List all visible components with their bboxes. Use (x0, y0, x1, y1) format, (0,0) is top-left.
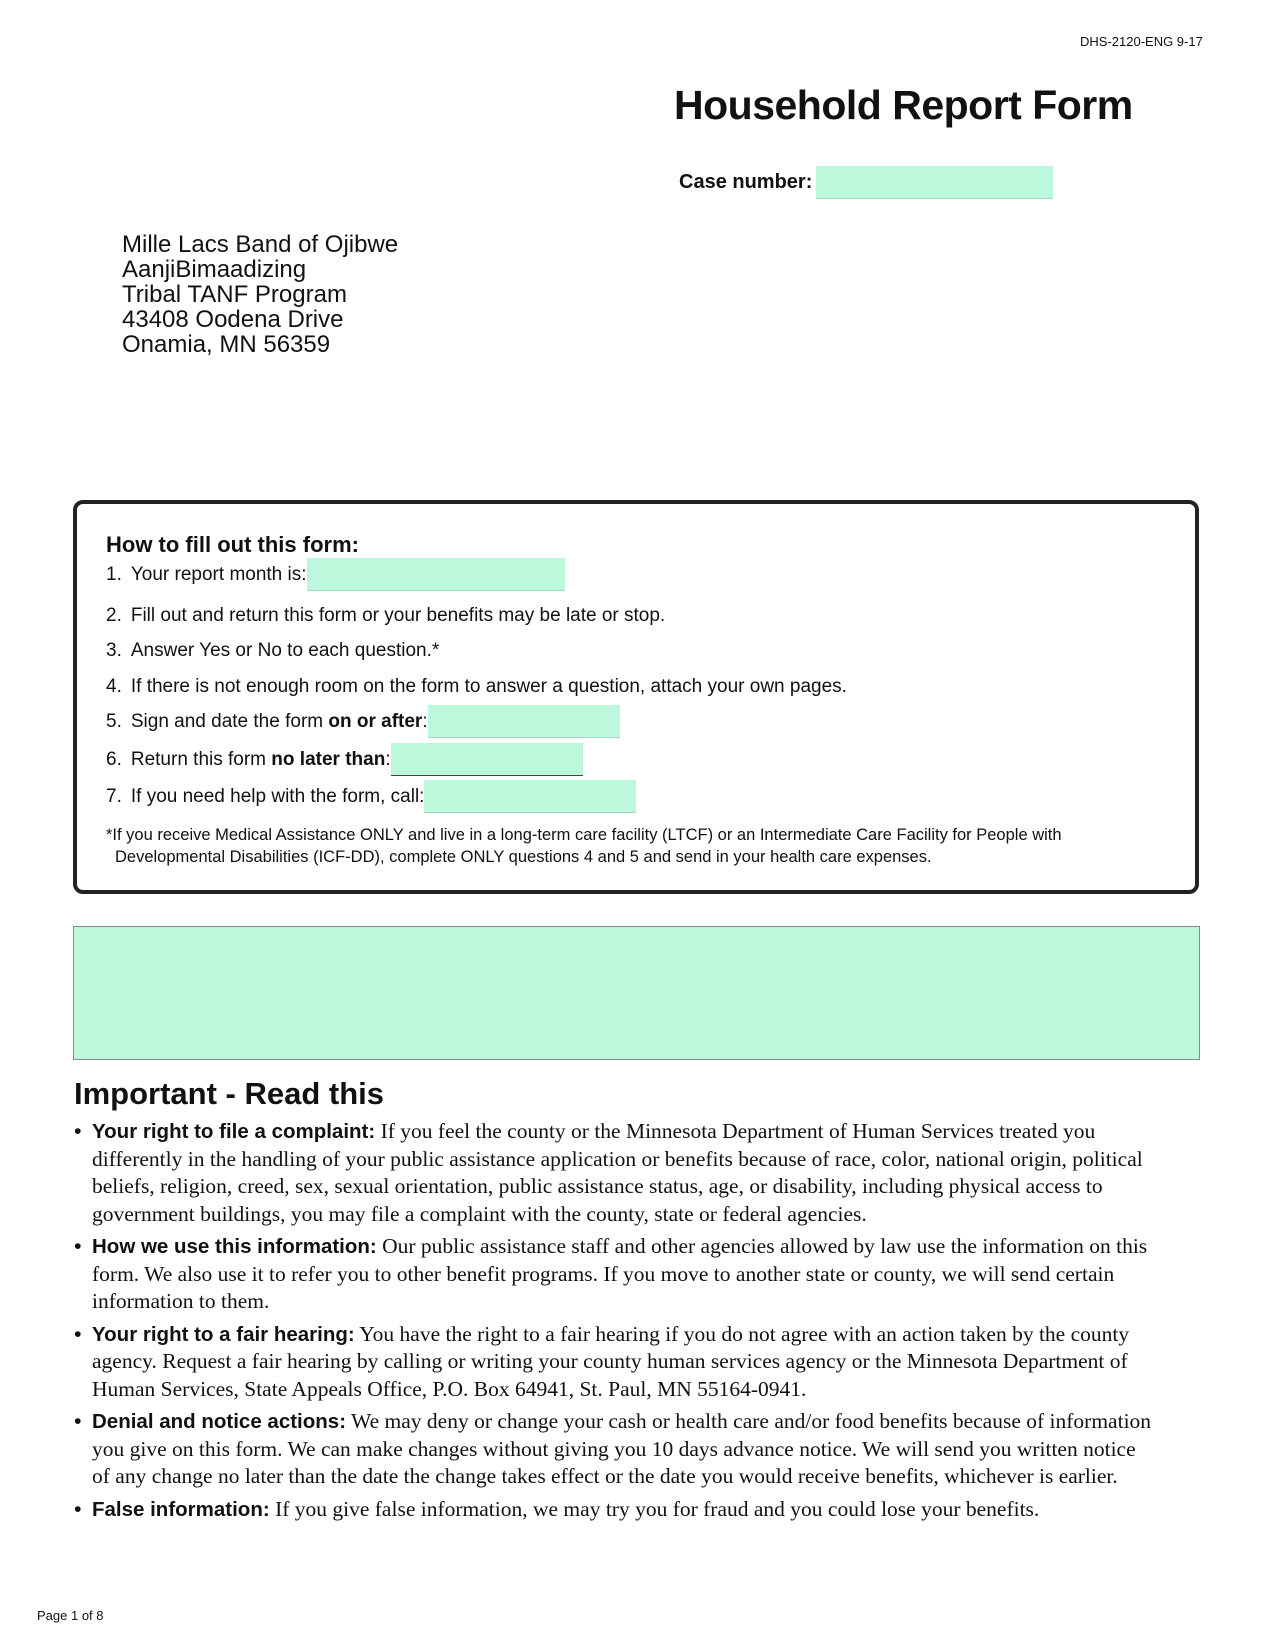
item-text: You have the right to a fair hearing if you do not agree with an action taken by the county agency. Request a fair hearing by calling or writing your county human services agency or the Minnesota Department of Human Services, State Appeals Office, P.O. Box 64941, St. Paul, MN 55164-0941. (92, 1321, 1130, 1401)
item-text: If you give false information, we may try you for fraud and you could lose your benefits. (269, 1496, 1040, 1521)
instruction-step (106, 676, 847, 698)
address-line: Onamia, MN 56359 (122, 331, 331, 358)
bullet: • (74, 1496, 82, 1521)
step-suffix: : (422, 710, 428, 732)
instructions-heading: How to fill out this form: (106, 532, 359, 557)
address-line: Tribal TANF Program (122, 281, 347, 308)
bullet: • (74, 1409, 82, 1433)
report-month-input[interactable] (307, 558, 565, 591)
sign-date-input[interactable] (428, 705, 620, 738)
item-lead: How we use this information: (92, 1235, 377, 1258)
page-number: Page 1 of 8 (37, 1608, 104, 1623)
item-text: If you feel the county or the Minnesota Department of Human Services treated you differently in the handling of your public assistance application or benefits because of race, color, national origin, political beliefs, religion, creed, sex, sexual orientation, public assistance status, age, or disability, including physical access to government buildings, you may file a complaint with the county, state or federal agencies. (92, 1119, 1143, 1226)
bullet: • (74, 1321, 82, 1346)
item-lead: Denial and notice actions: (92, 1410, 347, 1433)
case-number-row (679, 166, 1053, 199)
step-suffix: : (385, 748, 391, 770)
list-item (74, 1321, 1154, 1404)
address-line: AanjiBimaadizing (122, 256, 307, 283)
address-line: Mille Lacs Band of Ojibwe (122, 231, 399, 258)
list-item (74, 1118, 1154, 1228)
step-number: 6. (106, 748, 122, 770)
return-date-input[interactable] (391, 743, 583, 776)
step-text: If there is not enough room on the form to answer a question, attach your own pages. (130, 676, 847, 697)
step-text: Answer Yes or No to each question.* (130, 640, 440, 661)
instruction-step (106, 640, 439, 662)
help-phone-input[interactable] (424, 780, 636, 813)
step-number: 5. (106, 710, 122, 732)
footnote-line: Developmental Disabilities (ICF-DD), complete ONLY questions 4 and 5 and send in your health care expenses. (115, 848, 932, 866)
step-text: If you need help with the form, call: (130, 785, 425, 807)
instructions-footnote (106, 824, 1166, 868)
important-list (74, 1118, 1154, 1528)
item-text: We may deny or change your cash or health care and/or food benefits because of information you give on this form. We can make changes without giving you 10 days advance notice. We will send you written notice of any change no later than the date the change takes effect or the date you would receive benefits, whichever is earlier. (92, 1409, 1152, 1488)
step-number: 4. (106, 676, 122, 697)
page-title: Household Report Form (674, 82, 1133, 128)
step-text: Fill out and return this form or your benefits may be late or stop. (130, 605, 666, 626)
footnote-line: *If you receive Medical Assistance ONLY and live in a long-term care facility (LTCF) or an Intermediate Care Facility for People with (106, 826, 1062, 844)
step-text: Return this form (130, 748, 272, 770)
step-number: 1. (106, 563, 122, 585)
recipient-info-field[interactable] (73, 926, 1200, 1060)
bullet: • (74, 1234, 82, 1258)
step-text: Your report month is: (130, 563, 307, 585)
step-emphasis: on or after (328, 710, 423, 732)
instruction-step (106, 705, 620, 738)
step-text: Sign and date the form (130, 710, 329, 732)
instruction-step (106, 558, 565, 591)
form-code: DHS-2120-ENG 9-17 (1080, 34, 1203, 49)
bullet: • (74, 1119, 82, 1143)
instructions-box (73, 500, 1199, 894)
case-number-input[interactable] (816, 166, 1053, 199)
step-number: 7. (106, 785, 122, 807)
case-number-label: Case number: (679, 171, 813, 193)
address-line: 43408 Oodena Drive (122, 306, 344, 333)
instruction-step (106, 780, 636, 813)
important-heading: Important - Read this (74, 1076, 385, 1111)
instruction-step (106, 605, 665, 627)
mailing-address (122, 232, 398, 357)
item-lead: False information: (92, 1497, 270, 1521)
step-number: 2. (106, 605, 122, 626)
list-item (74, 1408, 1154, 1491)
list-item (74, 1233, 1154, 1316)
item-lead: Your right to file a complaint: (92, 1120, 376, 1143)
item-lead: Your right to a fair hearing: (92, 1322, 355, 1346)
list-item (74, 1496, 1154, 1524)
step-number: 3. (106, 640, 122, 661)
step-emphasis: no later than (271, 748, 386, 770)
item-text: Our public assistance staff and other agencies allowed by law use the information on this form. We also use it to refer you to other benefit programs. If you move to another state or county, we will send certain information to them. (92, 1234, 1148, 1313)
instruction-step (106, 743, 583, 776)
